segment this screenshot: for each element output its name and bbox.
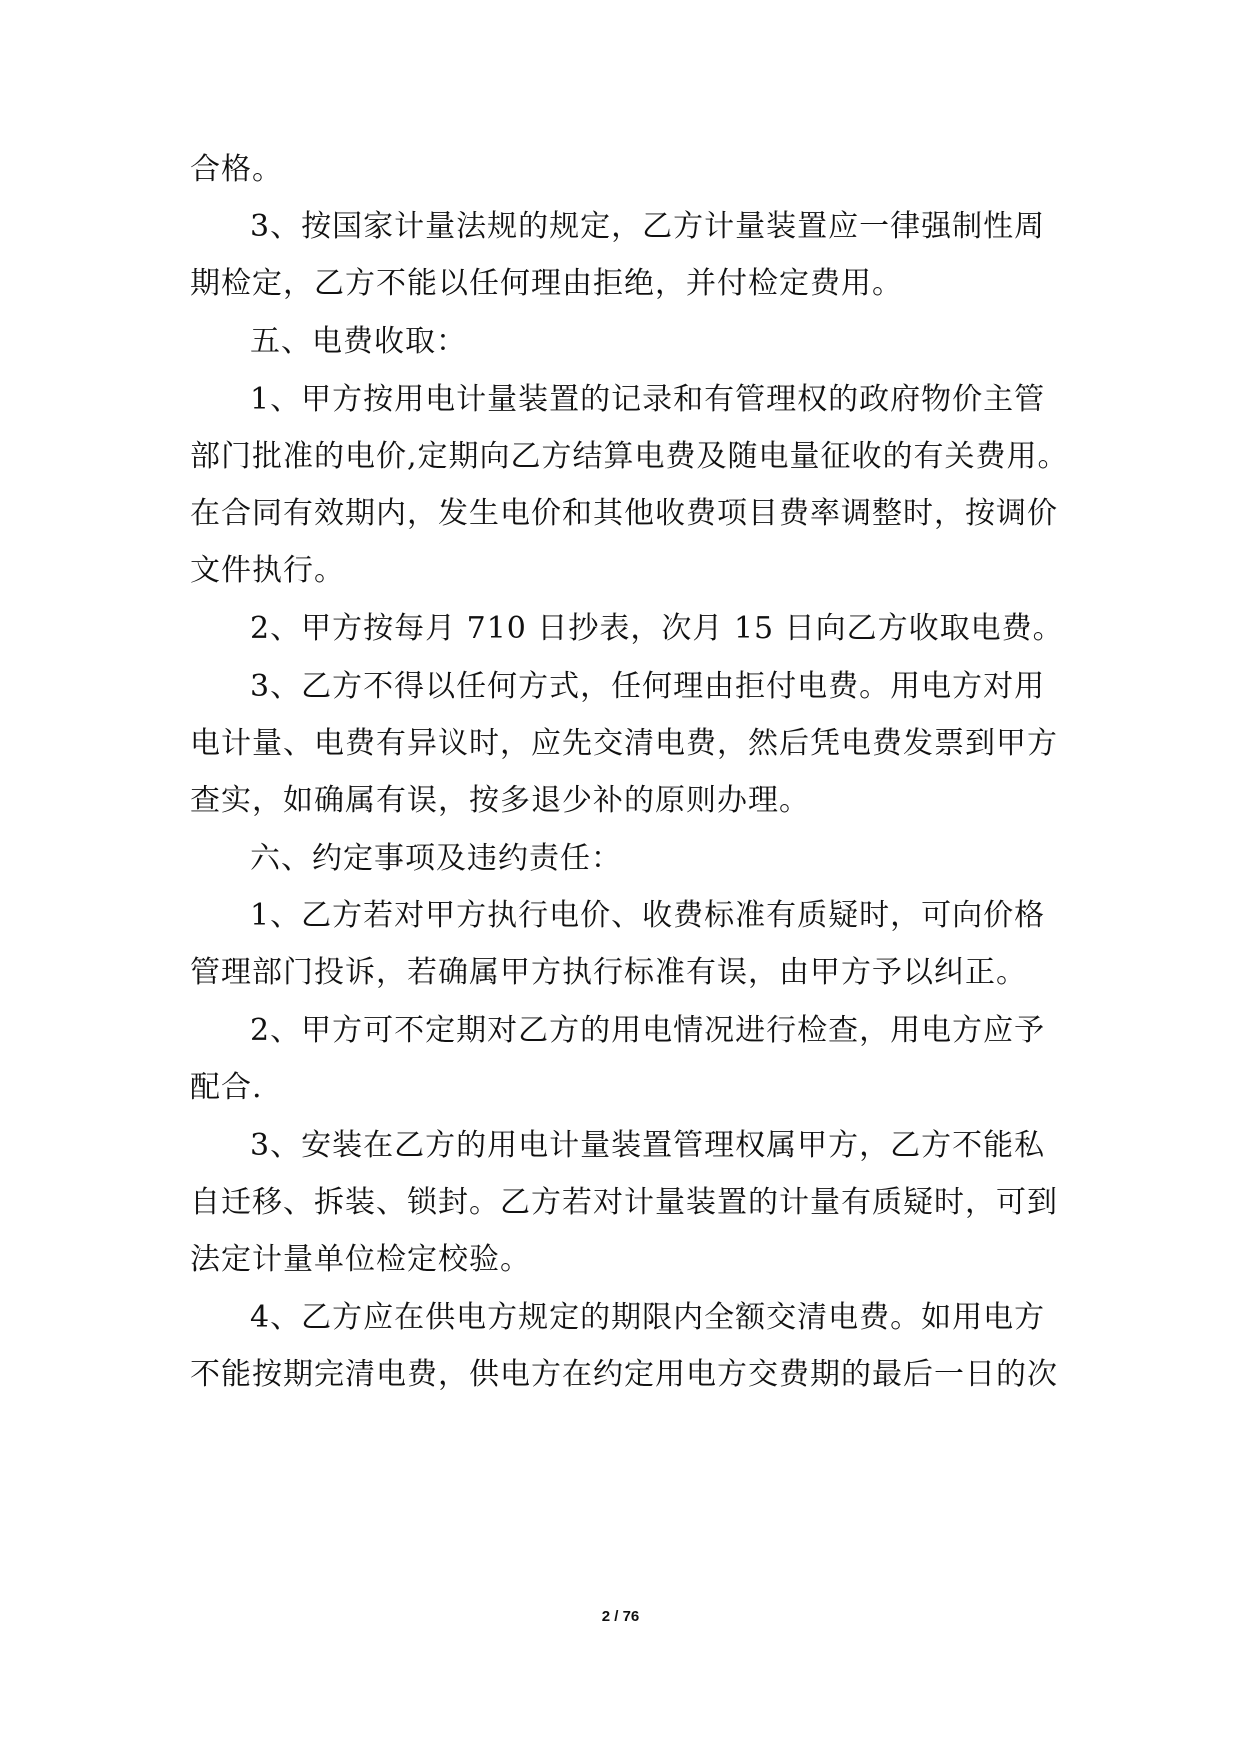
text-line: 查实，如确属有误，按多退少补的原则办理。	[190, 783, 810, 818]
page-number: 2 / 76	[601, 1608, 640, 1625]
text-line: 4、乙方应在供电方规定的期限内全额交清电费。如用电方	[250, 1300, 1046, 1335]
text-line: 合格。	[190, 152, 283, 187]
text-line: 在合同有效期内，发生电价和其他收费项目费率调整时，按调价	[190, 496, 1058, 531]
text-line: 自迁移、拆装、锁封。乙方若对计量装置的计量有质疑时，可到	[190, 1185, 1058, 1220]
text-line: 期检定，乙方不能以任何理由拒绝，并付检定费用。	[190, 266, 903, 301]
section-heading: 五、电费收取：	[250, 324, 467, 359]
text-line: 2、甲方可不定期对乙方的用电情况进行检查，用电方应予	[250, 1013, 1046, 1048]
text-line: 文件执行。	[190, 553, 345, 588]
section-heading: 六、约定事项及违约责任：	[250, 841, 622, 876]
text-line: 2、甲方按每月 710 日抄表，次月 15 日向乙方收取电费。	[250, 611, 1064, 646]
text-line: 3、乙方不得以任何方式，任何理由拒付电费。用电方对用	[250, 669, 1046, 704]
text-line: 1、乙方若对甲方执行电价、收费标准有质疑时，可向价格	[250, 898, 1046, 933]
text-line: 1、甲方按用电计量装置的记录和有管理权的政府物价主管	[250, 382, 1046, 417]
text-line: 3、按国家计量法规的规定，乙方计量装置应一律强制性周	[250, 209, 1046, 244]
text-line: 3、安装在乙方的用电计量装置管理权属甲方，乙方不能私	[250, 1128, 1046, 1163]
text-line: 配合.	[190, 1070, 263, 1105]
text-line: 法定计量单位检定校验。	[190, 1242, 531, 1277]
text-line: 电计量、电费有异议时，应先交清电费，然后凭电费发票到甲方	[190, 726, 1058, 761]
text-line: 不能按期完清电费，供电方在约定用电方交费期的最后一日的次	[190, 1357, 1058, 1392]
text-line: 管理部门投诉，若确属甲方执行标准有误，由甲方予以纠正。	[190, 955, 1027, 990]
text-line: 部门批准的电价,定期向乙方结算电费及随电量征收的有关费用。	[190, 439, 1069, 474]
